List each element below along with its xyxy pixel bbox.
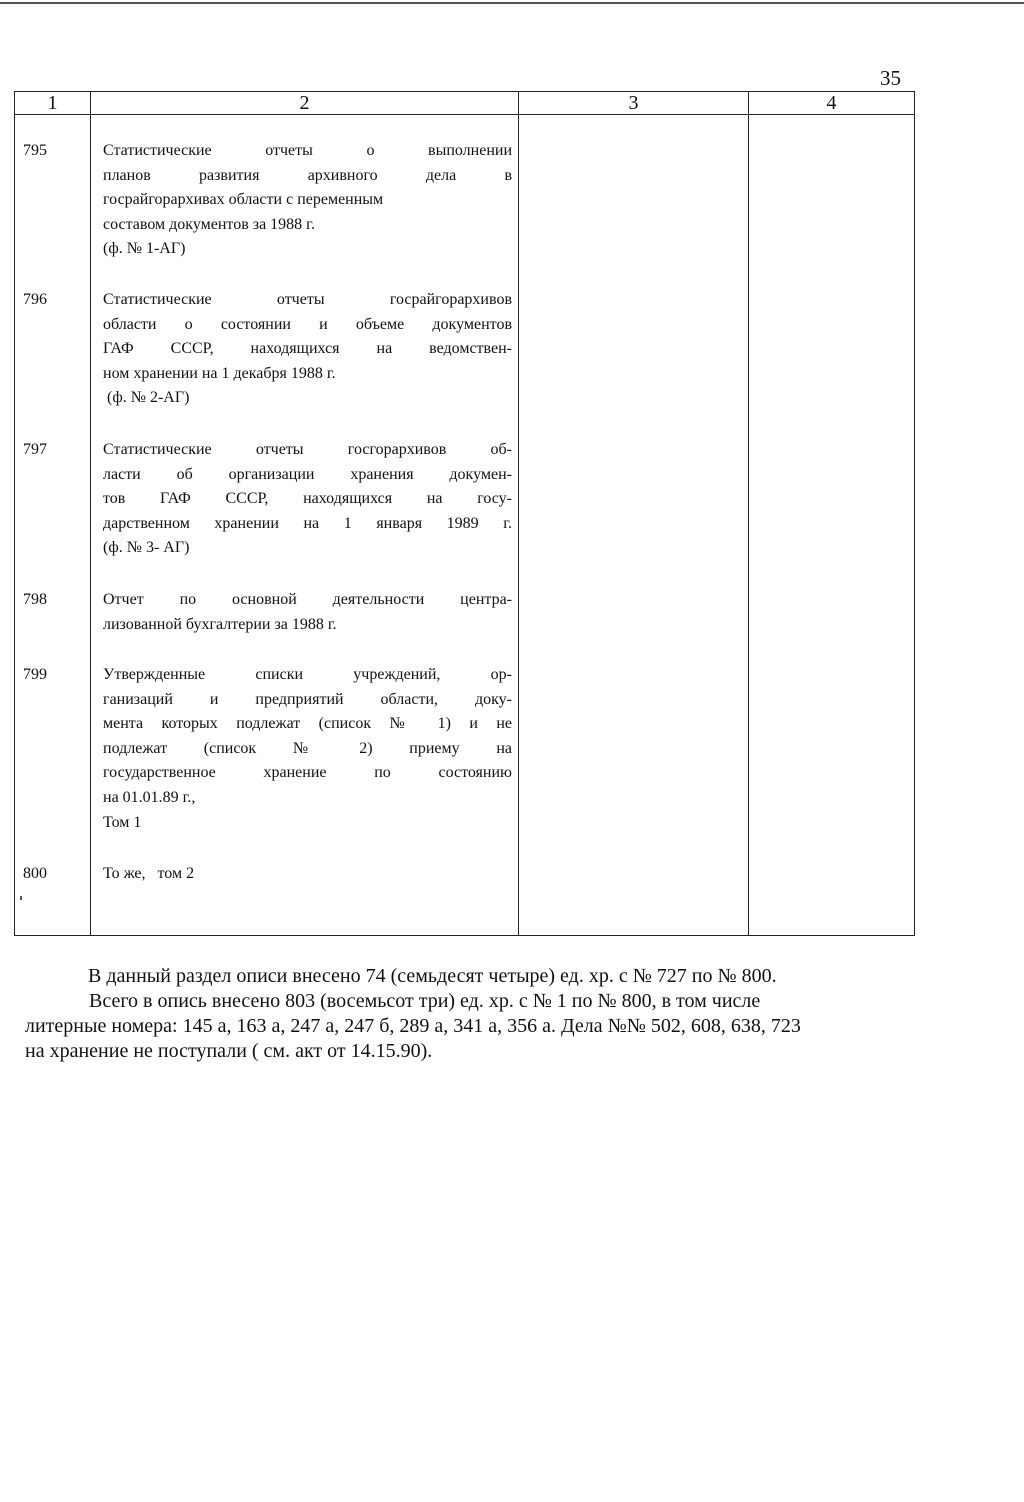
description-line: Том 1 [103,813,142,831]
item-number: 797 [23,441,47,458]
summary-paragraph [25,964,885,1064]
item-description [103,291,512,414]
description-line: тов ГАФ СССР, находящихся на госу- [103,490,512,508]
item-description [103,441,512,564]
description-line: Статистические отчеты госрайгорархивов [103,291,512,308]
column-header-1: 1 [15,92,91,115]
description-line: ганизаций и предприятий области, доку- [103,690,512,708]
item-description [103,666,512,838]
description-line: То же, том 2 [103,865,195,882]
column-3-cell [519,115,749,936]
item-number: 798 [23,591,47,608]
item-number: 795 [23,142,47,159]
description-line: Статистические отчеты о выполнении [103,142,512,159]
description-line: Отчет по основной деятельности центра- [103,591,512,608]
item-number: 796 [23,291,47,308]
column-header-2: 2 [91,92,519,115]
description-line: Статистические отчеты госгорархивов об- [103,441,512,458]
description-line: области о состоянии и объеме документов [103,315,512,333]
top-rule [0,2,1024,4]
summary-line: В данный раздел описи внесено 74 (семьдесят четыре) ед. хр. с № 727 по № 800. [88,965,777,987]
description-line: (ф. № 2-АГ) [103,389,190,407]
summary-line: Всего в опись внесено 803 (восемьсот три) ед. хр. с № 1 по № 800, в том числе [89,990,761,1012]
description-line: ном хранении на 1 декабря 1988 г. [103,364,336,382]
description-line: лизованной бухгалтерии за 1988 г. [103,615,337,633]
description-line: (ф. № 1-АГ) [103,240,186,258]
item-number: 800 [23,865,47,882]
summary-line: литерные номера: 145 а, 163 а, 247 а, 247 б, 289 а, 341 а, 356 а. Дела №№ 502, 608, 638, 723 [25,1015,801,1037]
table-header-row [15,92,915,115]
description-line: государственное хранение по состоянию [103,764,512,782]
description-line: дарственном хранении на 1 января 1989 г. [103,514,512,532]
summary-line: на хранение не поступали ( см. акт от 14.15.90). [25,1040,433,1062]
page-number: 35 [880,66,901,90]
item-number: 799 [23,666,47,683]
description-line: ласти об организации хранения докумен- [103,465,512,483]
item-description [103,865,512,890]
description-line: подлежат (список № 2) приему на [103,739,512,757]
description-line: мента которых подлежат (список № 1) и не [103,715,512,733]
description-line: составом документов за 1988 г. [103,215,315,233]
item-description [103,142,512,265]
description-line: на 01.01.89 г., [103,788,196,806]
description-line: ГАФ СССР, находящихся на ведомствен- [103,340,512,358]
column-header-4: 4 [749,92,915,115]
description-line: Утвержденные списки учреждений, ор- [103,666,512,683]
description-line: планов развития архивного дела в [103,166,512,184]
column-header-3: 3 [519,92,749,115]
description-line: (ф. № 3- АГ) [103,539,190,557]
item-description [103,591,512,640]
column-4-cell [749,115,915,936]
scan-mark [20,896,22,900]
number-column [15,115,91,936]
description-line: госрайгорархивах области с переменным [103,191,384,209]
